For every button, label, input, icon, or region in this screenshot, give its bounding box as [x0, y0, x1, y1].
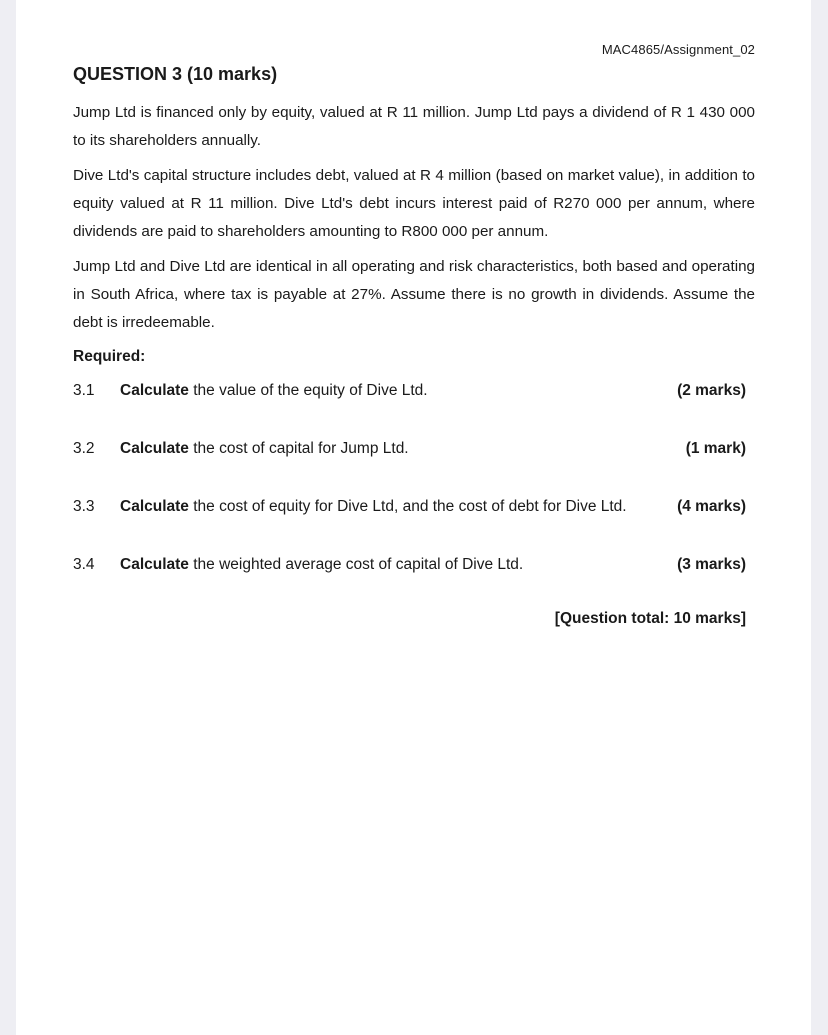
- question-title: QUESTION 3 (10 marks): [73, 64, 278, 84]
- item-verb: Calculate: [120, 440, 189, 457]
- paragraph-dive-ltd: Dive Ltd's capital structure includes debt, valued at R 4 million (based on market value), in addition to equity valued at R 11 million. Dive Ltd's debt incurs interest paid of R270 000 per annum, where dividends are paid to shareholders amounting to R800 000 per annum.: [73, 167, 755, 240]
- item-text: [120, 379, 428, 403]
- item-description: the cost of equity for Dive Ltd, and the cost of debt for Dive Ltd.: [188, 498, 627, 515]
- question-item: [73, 495, 746, 519]
- item-number: 3.2: [73, 440, 95, 457]
- item-verb: Calculate: [120, 382, 189, 399]
- question-item: [73, 553, 746, 577]
- item-text: [120, 437, 409, 461]
- question-item: [73, 437, 746, 461]
- item-marks: (1 mark): [685, 440, 746, 457]
- question-item: [73, 379, 746, 403]
- item-description: the cost of capital for Jump Ltd.: [188, 440, 409, 457]
- item-verb: Calculate: [120, 556, 189, 573]
- item-text: [120, 495, 627, 519]
- item-number: 3.4: [73, 556, 95, 573]
- item-verb: Calculate: [120, 498, 189, 515]
- document-page: [16, 0, 811, 1035]
- item-marks: (2 marks): [677, 382, 746, 399]
- item-description: the value of the equity of Dive Ltd.: [188, 382, 428, 399]
- item-marks: (3 marks): [677, 556, 746, 573]
- item-description: the weighted average cost of capital of Dive Ltd.: [188, 556, 524, 573]
- document-reference: MAC4865/Assignment_02: [601, 42, 755, 57]
- item-marks: (4 marks): [677, 498, 746, 515]
- paragraph-assumptions: Jump Ltd and Dive Ltd are identical in all operating and risk characteristics, both based and operating in South Africa, where tax is payable at 27%. Assume there is no growth in dividends. Assume the debt is irredeemable.: [73, 258, 755, 331]
- required-label: Required:: [73, 348, 146, 365]
- item-number: 3.3: [73, 498, 95, 515]
- item-text: [120, 553, 523, 577]
- paragraph-jump-ltd: Jump Ltd is financed only by equity, valued at R 11 million. Jump Ltd pays a dividend of R 1 430 000 to its shareholders annually.: [73, 104, 755, 149]
- item-number: 3.1: [73, 382, 95, 399]
- question-total: [Question total: 10 marks]: [554, 610, 746, 627]
